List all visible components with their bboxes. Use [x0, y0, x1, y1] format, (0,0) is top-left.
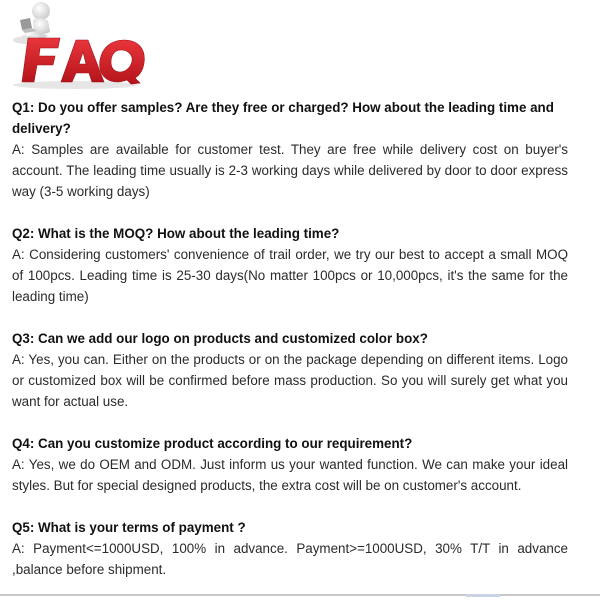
faq-item-4: [12, 433, 568, 496]
bottom-divider: [0, 594, 600, 596]
faq-item-3: [12, 328, 568, 412]
faq-answer: A: Considering customers' convenience of trail order, we try our best to accept a small MOQ of 100pcs. Leading time is 25-30 days(No matter 100pcs or 10,000pcs, it's the same for the leading time): [12, 247, 568, 304]
faq-question: Q1: Do you offer samples? Are they free or charged? How about the leading time and delivery?: [12, 100, 554, 136]
divider-accent: [466, 594, 500, 597]
faq-question: Q5: What is your terms of payment ?: [12, 520, 246, 535]
faq-list: [12, 97, 568, 601]
faq-item-1: [12, 97, 568, 202]
faq-item-2: [12, 223, 568, 307]
faq-logo-icon: [0, 0, 200, 96]
faq-item-5: [12, 517, 568, 580]
faq-answer: A: Payment<=1000USD, 100% in advance. Payment>=1000USD, 30% T/T in advance ,balance before shipment.: [12, 541, 568, 577]
faq-answer: A: Samples are available for customer test. They are free while delivery cost on buyer's account. The leading time usually is 2-3 working days while delivered by door to door express way (3-5 working days): [12, 142, 568, 199]
faq-header: [0, 0, 200, 96]
faq-question: Q2: What is the MOQ? How about the leading time?: [12, 226, 340, 241]
faq-answer: A: Yes, you can. Either on the products or on the package depending on different items. Logo or customized box will be confirmed before mass production. So you will surely get what you want for actual use.: [12, 352, 568, 409]
faq-question: Q4: Can you customize product according to our requirement?: [12, 436, 413, 451]
faq-question: Q3: Can we add our logo on products and customized color box?: [12, 331, 428, 346]
faq-answer: A: Yes, we do OEM and ODM. Just inform us your wanted function. We can make your ideal styles. But for special designed products, the extra cost will be on customer's account.: [12, 457, 568, 493]
